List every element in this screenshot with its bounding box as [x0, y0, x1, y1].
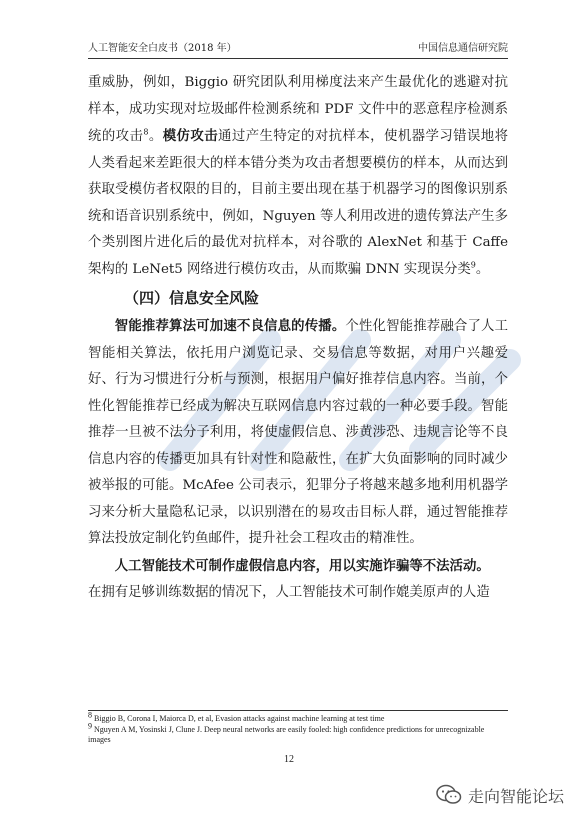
lead-sentence: 智能推荐算法可加速不良信息的传播。	[114, 318, 346, 334]
footnotes	[88, 710, 508, 746]
header-title: 人工智能安全白皮书（2018 年）	[88, 43, 237, 54]
footnote-9: $^9$ Nguyen A M, Yosinski J, Clune J. Deep neural networks are easily fooled: high confidence predictions for unrecognizable images	[88, 721, 485, 744]
footnote-8: $^8$ Biggio B, Corona I, Maiorca D, et al, Evasion attacks against machine learning at test time	[88, 710, 385, 723]
paragraph-continuation: 在拥有足够训练数据的情况下，人工智能技术可制作媲美原声的人造	[88, 585, 490, 600]
brand-name: 走向智能论坛	[467, 786, 564, 806]
header-organization: 中国信息通信研究院	[418, 43, 508, 54]
paragraph-recommendation: 智能推荐算法可加速不良信息的传播。个性化智能推荐融合了人工智能相关算法，依托用户浏览记录、交易信息等数据，对用户兴趣爱好、行为习惯进行分析与预测，根据用户偏好推荐信息内容。当前，个性化智能推荐已经成为解决互联网信息内容过载的一种必要手段。智能推荐一旦被不法分子利用，将使虚假信息、涉黄涉恐、违规言论等不良信息内容的传播更加具有针对性和隐蔽性，在扩大负面影响的同时减少被举报的可能。McAfee 公司表示，犯罪分子将越来越多地利用机器学习来分析大量隐私记录，以识别潜在的易攻击目标人群，通过智能推荐算法投放定制化钓鱼邮件，提升社会工程攻击的精准性。	[88, 318, 509, 546]
paragraph-fake-content	[88, 553, 508, 581]
brand-watermark	[436, 782, 564, 808]
lead-sentence: 人工智能技术可制作虚假信息内容，用以实施诈骗等不法活动。	[114, 557, 490, 574]
page-number: 12	[284, 754, 294, 765]
body-text	[88, 70, 508, 607]
footnote-ref[interactable]: 8	[143, 127, 149, 137]
term-imitation-attack: 模仿攻击	[162, 128, 219, 144]
page-header	[88, 40, 508, 59]
wechat-icon	[436, 784, 462, 806]
section-heading: （四）信息安全风险	[124, 289, 260, 307]
footnote-ref[interactable]: 9	[470, 260, 476, 270]
paragraph-attacks: 重威胁，例如，Biggio 研究团队利用梯度法来产生最优化的逃避对抗样本，成功实现对垃圾邮件检测系统和 PDF 文件中的恶意程序检测系统的攻击$^8$。模仿攻击通过产生特定的对抗样本，使机器学习错误地将人类看起来差距很大的样本错分类为攻击者想要模仿的样本，从而达到获取受模仿者权限的目的，目前主要出现在基于机器学习的图像识别系统和语音识别系统中，例如，Nguyen 等人利用改进的遗传算法产生多个类别图片进化后的最优对抗样本，对谷歌的 AlexNet 和基于 Caffe 架构的 LeNet5 网络进行模仿攻击，从而欺骗 DNN 实现误分类$^9$。	[88, 75, 509, 277]
